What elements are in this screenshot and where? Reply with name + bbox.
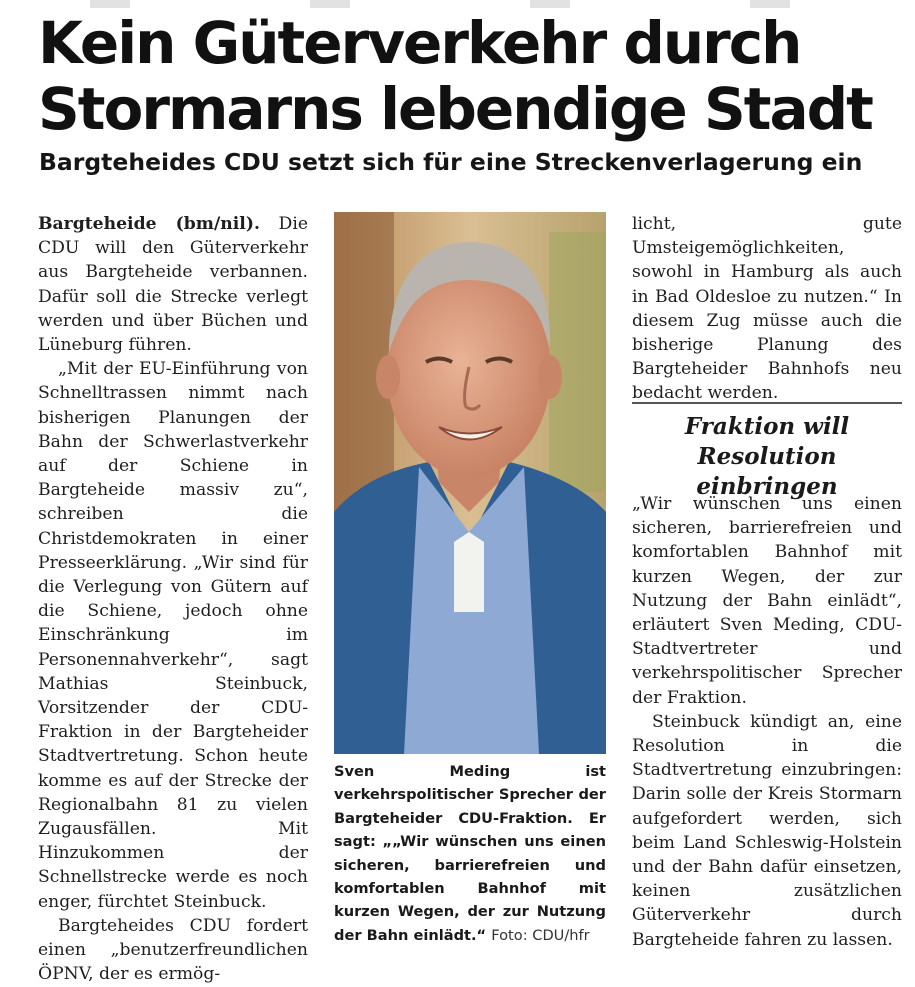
headline-line-1: Kein Güterverkehr durch <box>38 9 801 77</box>
headline-line-2: Stormarns lebendige Stadt <box>38 75 872 143</box>
dateline: Bargteheide (bm/nil). <box>38 214 260 234</box>
paragraph-6: Steinbuck kündigt an, eine Resolution in die Stadtvertretung einzubringen: Darin solle der Kreis Stormarn aufgefordert werden, sich beim Land Schleswig-Holstein und der Bahn dafür einsetzen, keinen zusätzlichen Güterverkehr durch Bargteheide fahren zu lassen. <box>632 711 902 950</box>
photo-credit: Foto: CDU/hfr <box>491 926 590 944</box>
previous-article-remnant <box>0 0 915 8</box>
left-ear <box>376 355 400 399</box>
subheadline: Bargteheides CDU setzt sich für eine Streckenverlagerung ein <box>39 148 863 176</box>
right-ear <box>538 355 562 399</box>
caption-text: Sven Meding ist verkehrspolitischer Sprecher der Bargteheider CDU-Fraktion. Er sagt: „„Wir wünschen uns einen sicheren, barrierefreien und komfortablen Bahnhof mit kurzen Wegen, der zur Nutzung der Bahn einlädt.“ <box>334 763 606 944</box>
column-3-top <box>632 212 902 406</box>
intertitle-line-1: Fraktion will <box>684 413 850 440</box>
section-divider <box>632 402 902 404</box>
portrait-illustration <box>334 212 606 754</box>
paragraph-4: licht, gute Umsteigemöglichkeiten, sowohl in Hamburg als auch in Bad Oldesloe zu nutzen.“ In diesem Zug müsse auch die bisherige Planung des Bargteheider Bahnhofs neu bedacht werden. <box>632 214 902 404</box>
paragraph-2: „Mit der EU-Einführung von Schnelltrassen nimmt nach bisherigen Planungen der Bahn der Schwerlastverkehr auf der Schiene in Bargteheide massiv zu“, schreiben die Christdemokraten in einer Presseerklärung. „Wir sind für die Verlegung von Gütern auf die Schiene, jedoch ohne Einschränkung im Personennahverkehr“, sagt Mathias Steinbuck, Vorsitzender der CDU-Fraktion in der Bargteheider Stadtvertretung. Schon heute komme es auf der Strecke der Regionalbahn 81 zu vielen Zugausfällen. Mit Hinzukommen der Schnellstrecke werde es noch enger, fürchtet Steinbuck. <box>38 359 308 912</box>
paragraph-3: Bargteheides CDU fordert einen „benutzerfreundlichen ÖPNV, der es ermög- <box>38 915 308 985</box>
intertitle-line-2: Resolution einbringen <box>696 443 838 500</box>
intertitle <box>632 412 902 502</box>
portrait-photo <box>334 212 606 754</box>
undershirt <box>454 532 484 612</box>
paragraph-1 <box>38 212 308 357</box>
paragraph-5: „Wir wünschen uns einen sicheren, barrierefreien und komfortablen Bahnhof mit kurzen Wegen, der zur Nutzung der Bahn einlädt“, erläutert Sven Meding, CDU-Stadtvertreter und verkehrspolitischer Sprecher der Fraktion. <box>632 494 902 708</box>
photo-caption <box>334 760 606 947</box>
column-1 <box>38 212 308 987</box>
headline <box>38 10 898 142</box>
paragraph-1-text: Die CDU will den Güterverkehr aus Bargteheide verbannen. Dafür soll die Strecke verlegt werden und über Büchen und Lüneburg führen. <box>38 214 308 356</box>
column-3-bottom <box>632 492 902 952</box>
